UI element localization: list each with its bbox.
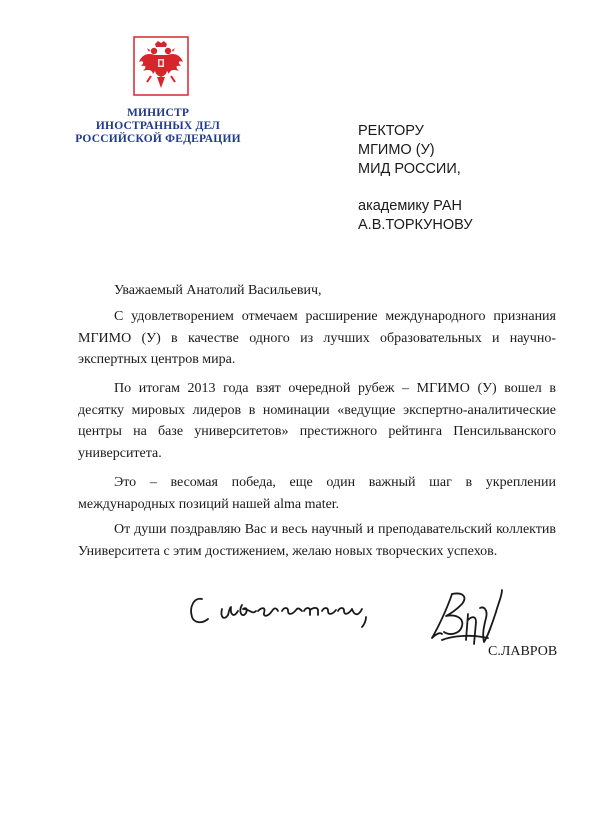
recipient-address bbox=[358, 122, 473, 235]
signer-name: С.ЛАВРОВ bbox=[488, 644, 558, 659]
paragraph-text: Это – весомая победа, еще один важный шаг в укреплении международных позиций нашей alma mater. bbox=[78, 475, 556, 512]
letter-paragraph bbox=[78, 472, 556, 515]
letter-paragraph bbox=[78, 378, 556, 464]
letter-paragraph bbox=[78, 306, 556, 371]
sender-line: МИНИСТР bbox=[126, 107, 190, 119]
paragraph-text: С удовлетворением отмечаем расширение международного признания МГИМО (У) в качестве одного из лучших образовательных и научно-экспертных центров мира. bbox=[78, 309, 556, 367]
letter-paragraph bbox=[78, 519, 556, 562]
recipient-line: МИД РОССИИ, bbox=[358, 161, 461, 177]
recipient-line: академику РАН bbox=[358, 198, 463, 214]
paragraph-text: От души поздравляю Вас и весь научный и преподавательский коллектив Университета с этим достижением, желаю новых творческих успехов. bbox=[78, 522, 556, 559]
paragraph-text: По итогам 2013 года взят очередной рубеж – МГИМО (У) вошел в десятку мировых лидеров в номинации «ведущие экспертно-аналитические центры на базе университетов» престижного рейтинга Пенсильванского университета. bbox=[78, 381, 556, 461]
sender-line: ИНОСТРАННЫХ ДЕЛ bbox=[95, 120, 221, 132]
handwritten-closing bbox=[186, 585, 396, 633]
sender-line: РОССИЙСКОЙ ФЕДЕРАЦИИ bbox=[75, 133, 241, 145]
letter-greeting: Уважаемый Анатолий Васильевич, bbox=[114, 283, 322, 298]
coat-of-arms-icon bbox=[133, 36, 189, 96]
recipient-line: РЕКТОРУ bbox=[358, 123, 424, 139]
recipient-line: МГИМО (У) bbox=[358, 142, 435, 158]
sender-title bbox=[68, 107, 248, 146]
recipient-line: А.В.ТОРКУНОВУ bbox=[358, 217, 473, 233]
